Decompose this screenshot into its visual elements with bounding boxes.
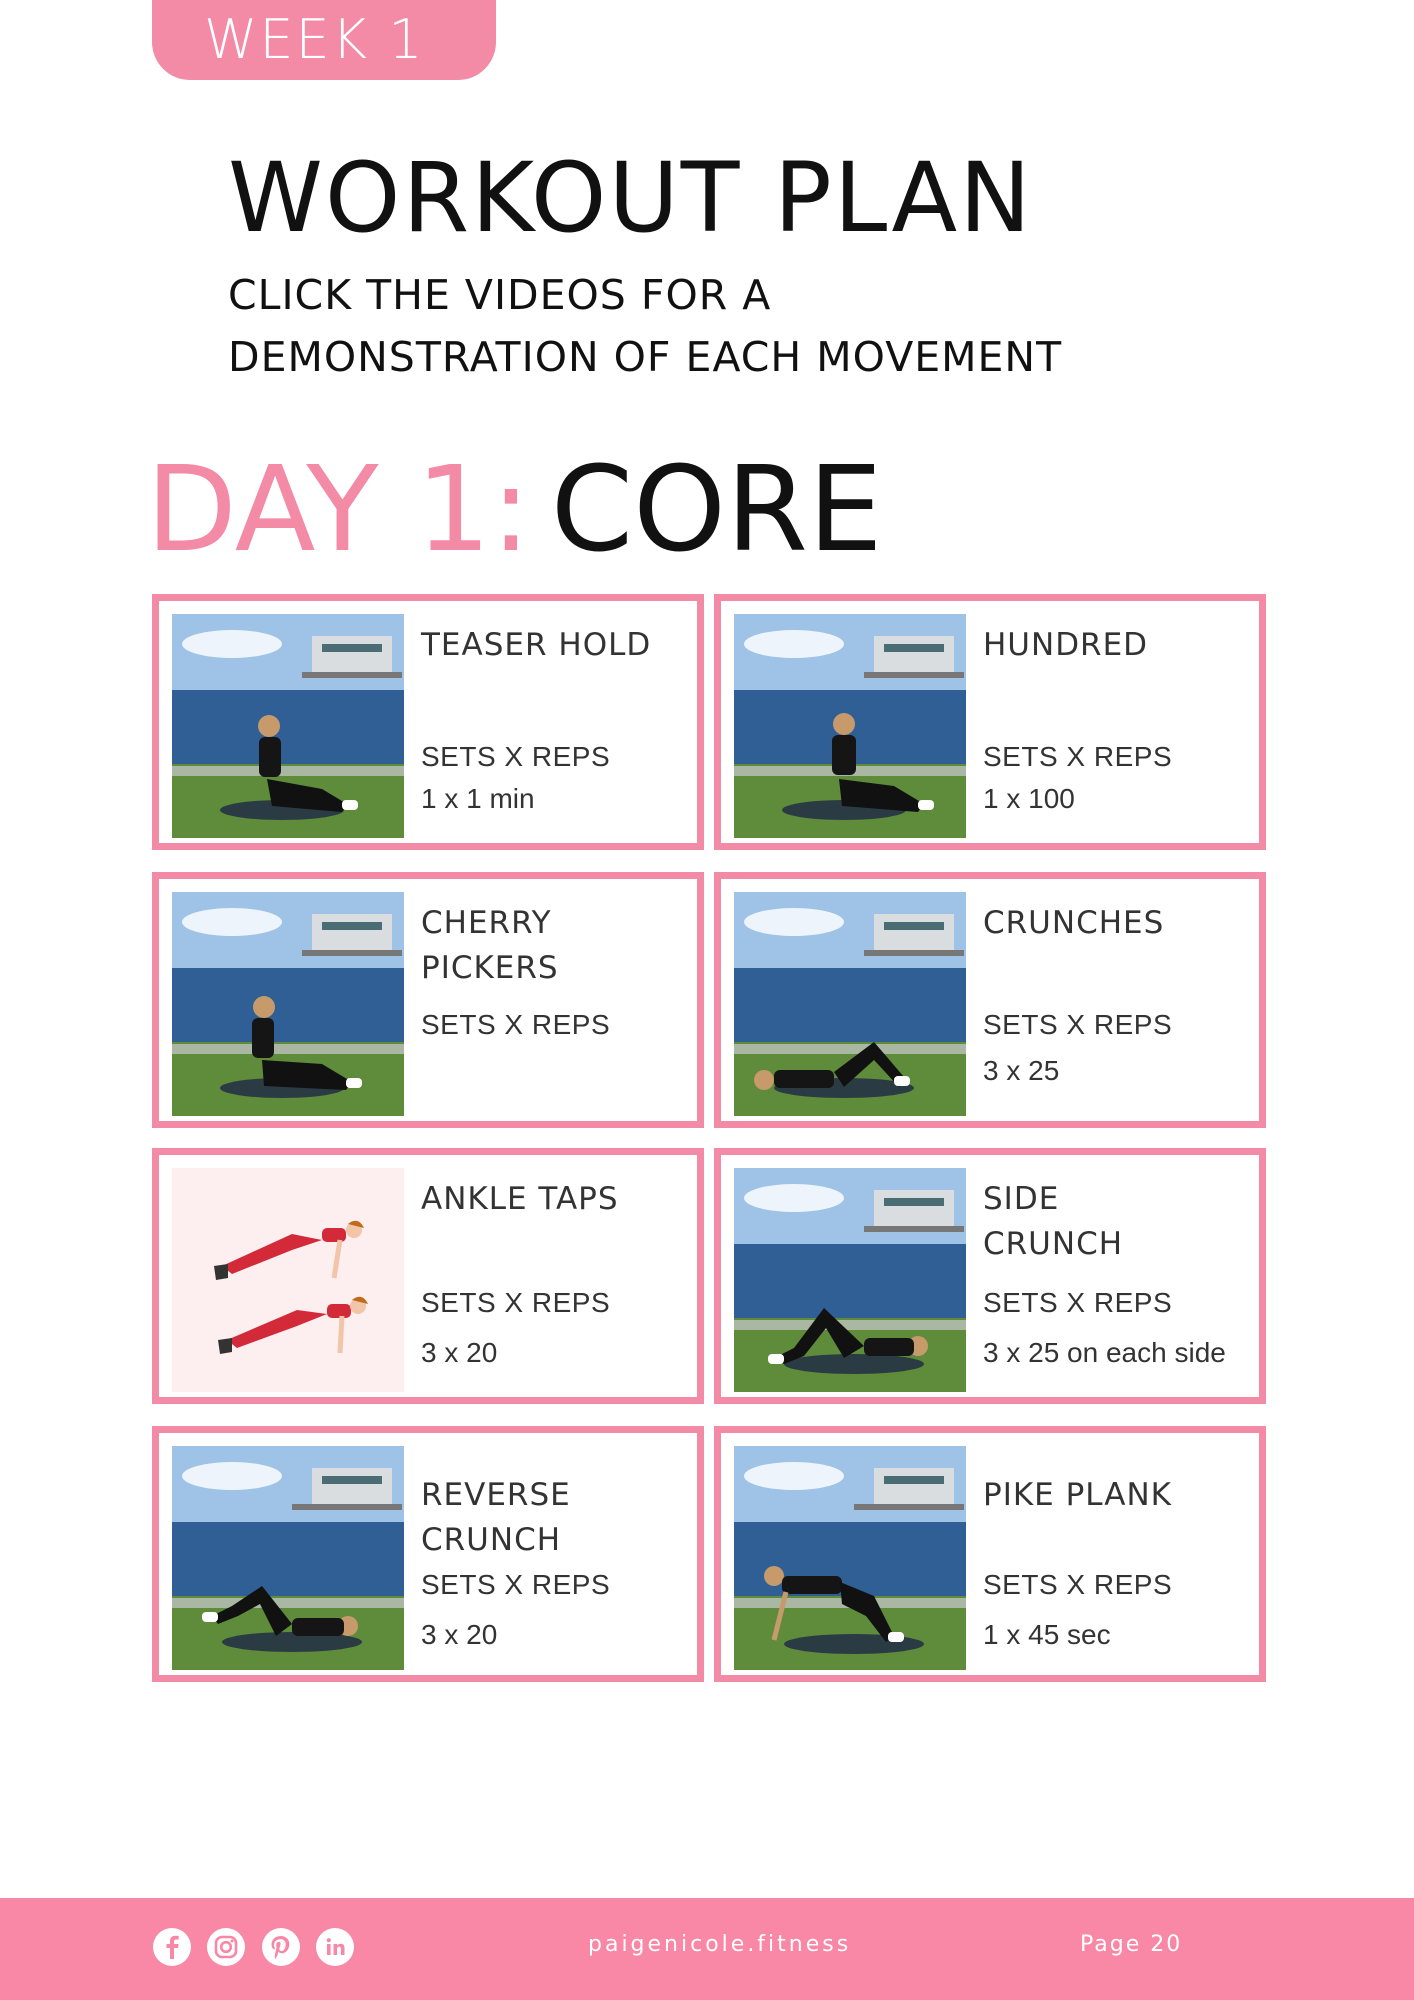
exercise-card-hundred[interactable]	[714, 594, 1266, 850]
exercise-card-side-crunch[interactable]	[714, 1148, 1266, 1404]
exercise-name: ANKLE TAPS	[421, 1181, 619, 1217]
day-number: DAY 1:	[146, 440, 531, 578]
exercise-name: SIDE CRUNCH	[983, 1181, 1124, 1262]
exercise-card-ankle-taps[interactable]	[152, 1148, 704, 1404]
exercise-video-thumbnail[interactable]	[734, 1446, 966, 1670]
footer	[0, 1898, 1414, 2000]
sets-reps-value: 3 x 20	[421, 1619, 498, 1650]
sets-reps-value: 3 x 20	[421, 1337, 498, 1368]
exercise-video-thumbnail[interactable]	[172, 892, 404, 1116]
week-tag	[152, 0, 496, 80]
page-subtitle	[228, 264, 1062, 388]
exercise-card-reverse-crunch[interactable]	[152, 1426, 704, 1682]
sets-reps-value: 1 x 100	[983, 783, 1075, 814]
facebook-icon[interactable]	[153, 1928, 191, 1966]
exercise-video-thumbnail[interactable]	[734, 1168, 966, 1392]
day-heading	[146, 440, 883, 578]
exercise-card-cherry-pickers[interactable]	[152, 872, 704, 1128]
sets-reps-label: SETS X REPS	[421, 1287, 611, 1318]
week-label: WEEK 1	[204, 8, 425, 71]
exercise-name: PIKE PLANK	[983, 1477, 1173, 1513]
exercise-name: REVERSE CRUNCH	[421, 1477, 571, 1558]
sets-reps-value: 3 x 25	[983, 1055, 1060, 1086]
exercise-card-pike-plank[interactable]	[714, 1426, 1266, 1682]
page-number: Page 20	[1080, 1932, 1183, 1957]
pinterest-icon[interactable]	[262, 1928, 300, 1966]
sets-reps-value: 3 x 25 on each side	[983, 1337, 1226, 1368]
linkedin-icon[interactable]	[316, 1928, 354, 1966]
exercise-card-teaser-hold[interactable]	[152, 594, 704, 850]
sets-reps-label: SETS X REPS	[421, 1009, 611, 1040]
subtitle-line-2: DEMONSTRATION OF EACH MOVEMENT	[228, 333, 1063, 381]
exercise-name: HUNDRED	[983, 627, 1149, 663]
subtitle-line-1: CLICK THE VIDEOS FOR A	[228, 271, 772, 319]
exercise-card-crunches[interactable]	[714, 872, 1266, 1128]
website-link[interactable]: paigenicole.fitness	[588, 1932, 852, 1957]
sets-reps-value: 1 x 1 min	[421, 783, 535, 814]
exercise-video-thumbnail[interactable]	[734, 892, 966, 1116]
sets-reps-value: 1 x 45 sec	[983, 1619, 1111, 1650]
day-name: CORE	[550, 440, 883, 578]
page-title: WORKOUT PLAN	[228, 142, 1033, 254]
sets-reps-label: SETS X REPS	[421, 741, 611, 772]
exercise-name: CHERRY PICKERS	[421, 905, 559, 986]
exercise-video-thumbnail[interactable]	[172, 1446, 404, 1670]
exercise-name: CRUNCHES	[983, 905, 1165, 941]
exercise-illustration	[172, 1168, 404, 1392]
sets-reps-label: SETS X REPS	[983, 1287, 1173, 1318]
sets-reps-label: SETS X REPS	[983, 1009, 1173, 1040]
instagram-icon[interactable]	[207, 1928, 245, 1966]
sets-reps-label: SETS X REPS	[983, 1569, 1173, 1600]
exercise-name: TEASER HOLD	[421, 627, 652, 663]
sets-reps-label: SETS X REPS	[983, 741, 1173, 772]
exercise-video-thumbnail[interactable]	[734, 614, 966, 838]
exercise-video-thumbnail[interactable]	[172, 614, 404, 838]
sets-reps-label: SETS X REPS	[421, 1569, 611, 1600]
